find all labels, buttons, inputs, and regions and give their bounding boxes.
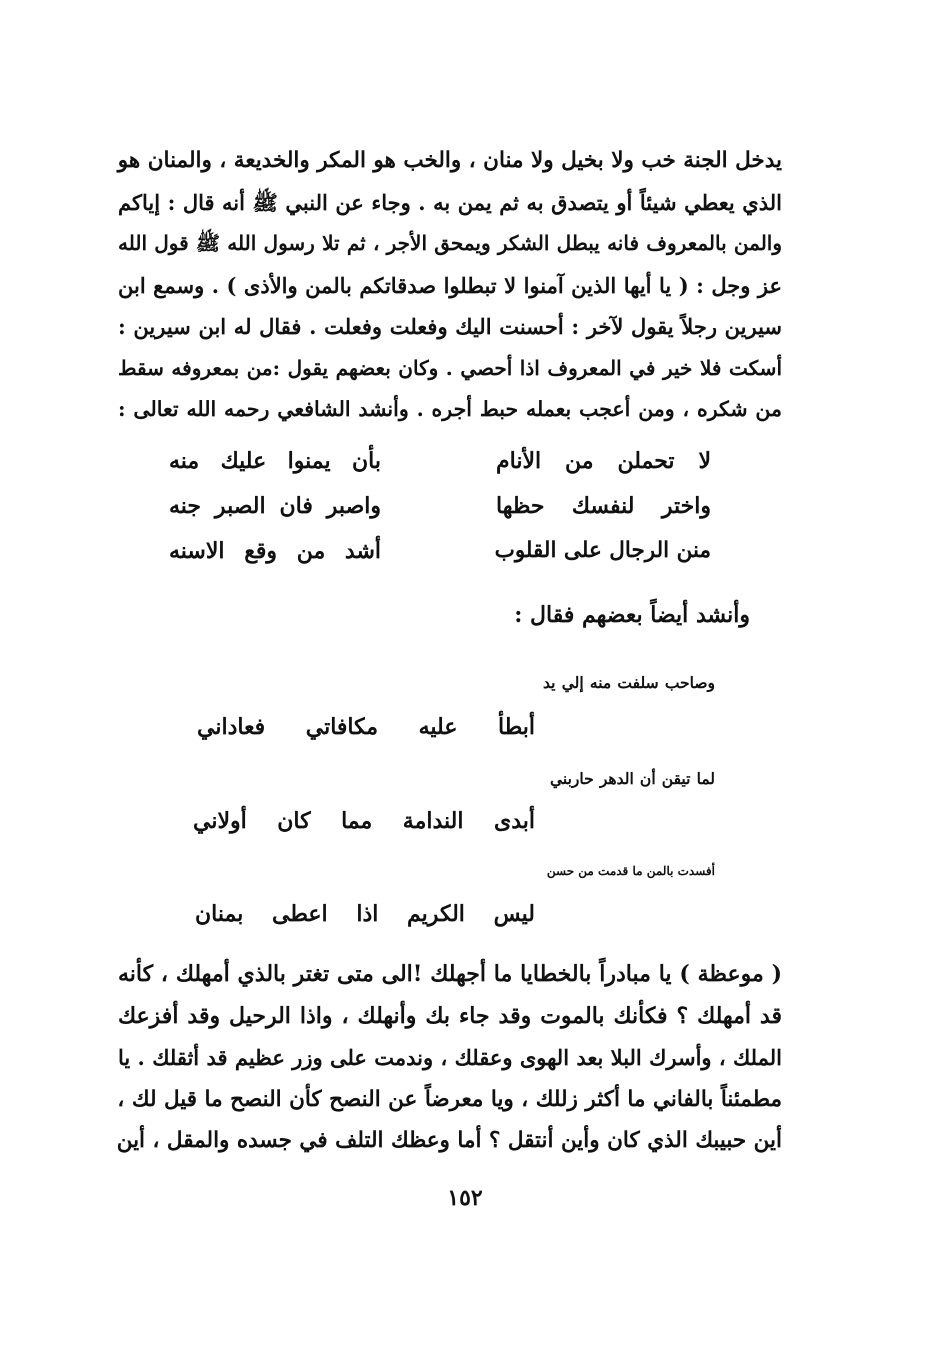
paragraph-line: سيرين رجلاً يقول لآخر : أحسنت اليك وفعلت وفعلت . فقال له ابن سيرين : [118,314,782,339]
verse-second-hemistich: بأن يمنوا عليك منه [169,448,381,474]
poem-line: أبدى الندامة مما كان أولاني [193,808,535,834]
paragraph-line: مطمئناً بالفاني ما أكثر زللك ، ويا معرضاً عن النصح كأن النصح ما قيل لك ، [117,1086,782,1112]
verse-first-hemistich: لا تحملن من الأنام [496,448,711,474]
poem-line: أبطأ عليه مكافاتي فعاداني [197,714,535,740]
paragraph-line: يدخل الجنة خب ولا بخيل ولا منان ، والخب هو المكر والخديعة ، والمنان هو [117,148,782,173]
paragraph-line: من شكره ، ومن أعجب بعمله حبط أجره . وأنشد الشافعي رحمه الله تعالى : [118,397,782,421]
verse-couplet [166,531,711,571]
paragraph-line: أين حبيبك الذي كان وأين أنتقل ؟ أما وعظك التلف في جسده والمقل ، أين [116,1128,782,1153]
paragraph-line: الملك ، وأسرك البلا بعد الهوى وعقلك ، وندمت على وزر عظيم قد أثقلك . يا [118,1045,782,1070]
verse-couplet [166,441,711,481]
paragraph-line: عز وجل : ( يا أيها الذين آمنوا لا تبطلوا صدقاتكم بالمن والأذى ) . وسمع ابن [118,272,782,298]
verse-second-hemistich: أشد من وقع الاسنه [169,538,381,564]
poem-line: أفسدت بالمن ما قدمت من حسن [546,864,715,878]
poem-introduction: وأنشد أيضاً بعضهم فقال : [514,602,750,628]
poem-line: ليس الكريم اذا اعطى بمنان [195,901,535,927]
verse-couplet [166,486,711,526]
verse-first-hemistich: منن الرجال على القلوب [494,538,711,563]
paragraph-one [118,140,782,431]
verse-first-hemistich: واختر لنفسك حظها [496,493,711,519]
paragraph-line: الذي يعطي شيئاً أو يتصدق به ثم يمن به . وجاء عن النبي ﷺ أنه قال : إياكم [118,189,782,215]
poem-line: لما تيقن أن الدهر حاربني [550,769,715,788]
poem-line: وصاحب سلفت منه إلي يد [543,673,715,692]
paragraph-line: ( موعظة ) يا مبادراً بالخطايا ما أجهلك !الى متى تغتر بالذي أمهلك ، كأنه [118,961,782,987]
paragraph-line: قد أمهلك ؟ فكأنك بالموت وقد جاء بك وأنهلك ، واذا الرحيل وقد أفزعك [118,1002,782,1029]
page-number: ١٥٢ [447,1185,483,1211]
paragraph-sermon [118,954,782,1162]
paragraph-line: أسكت فلا خير في المعروف اذا أحصي . وكان بعضهم يقول :من بمعروفه سقط [118,355,782,380]
verse-second-hemistich: واصبر فان الصبر جنه [169,493,381,519]
paragraph-line: والمن بالمعروف فانه يبطل الشكر ويمحق الأجر ، ثم تلا رسول الله ﷺ قول الله [118,231,782,255]
